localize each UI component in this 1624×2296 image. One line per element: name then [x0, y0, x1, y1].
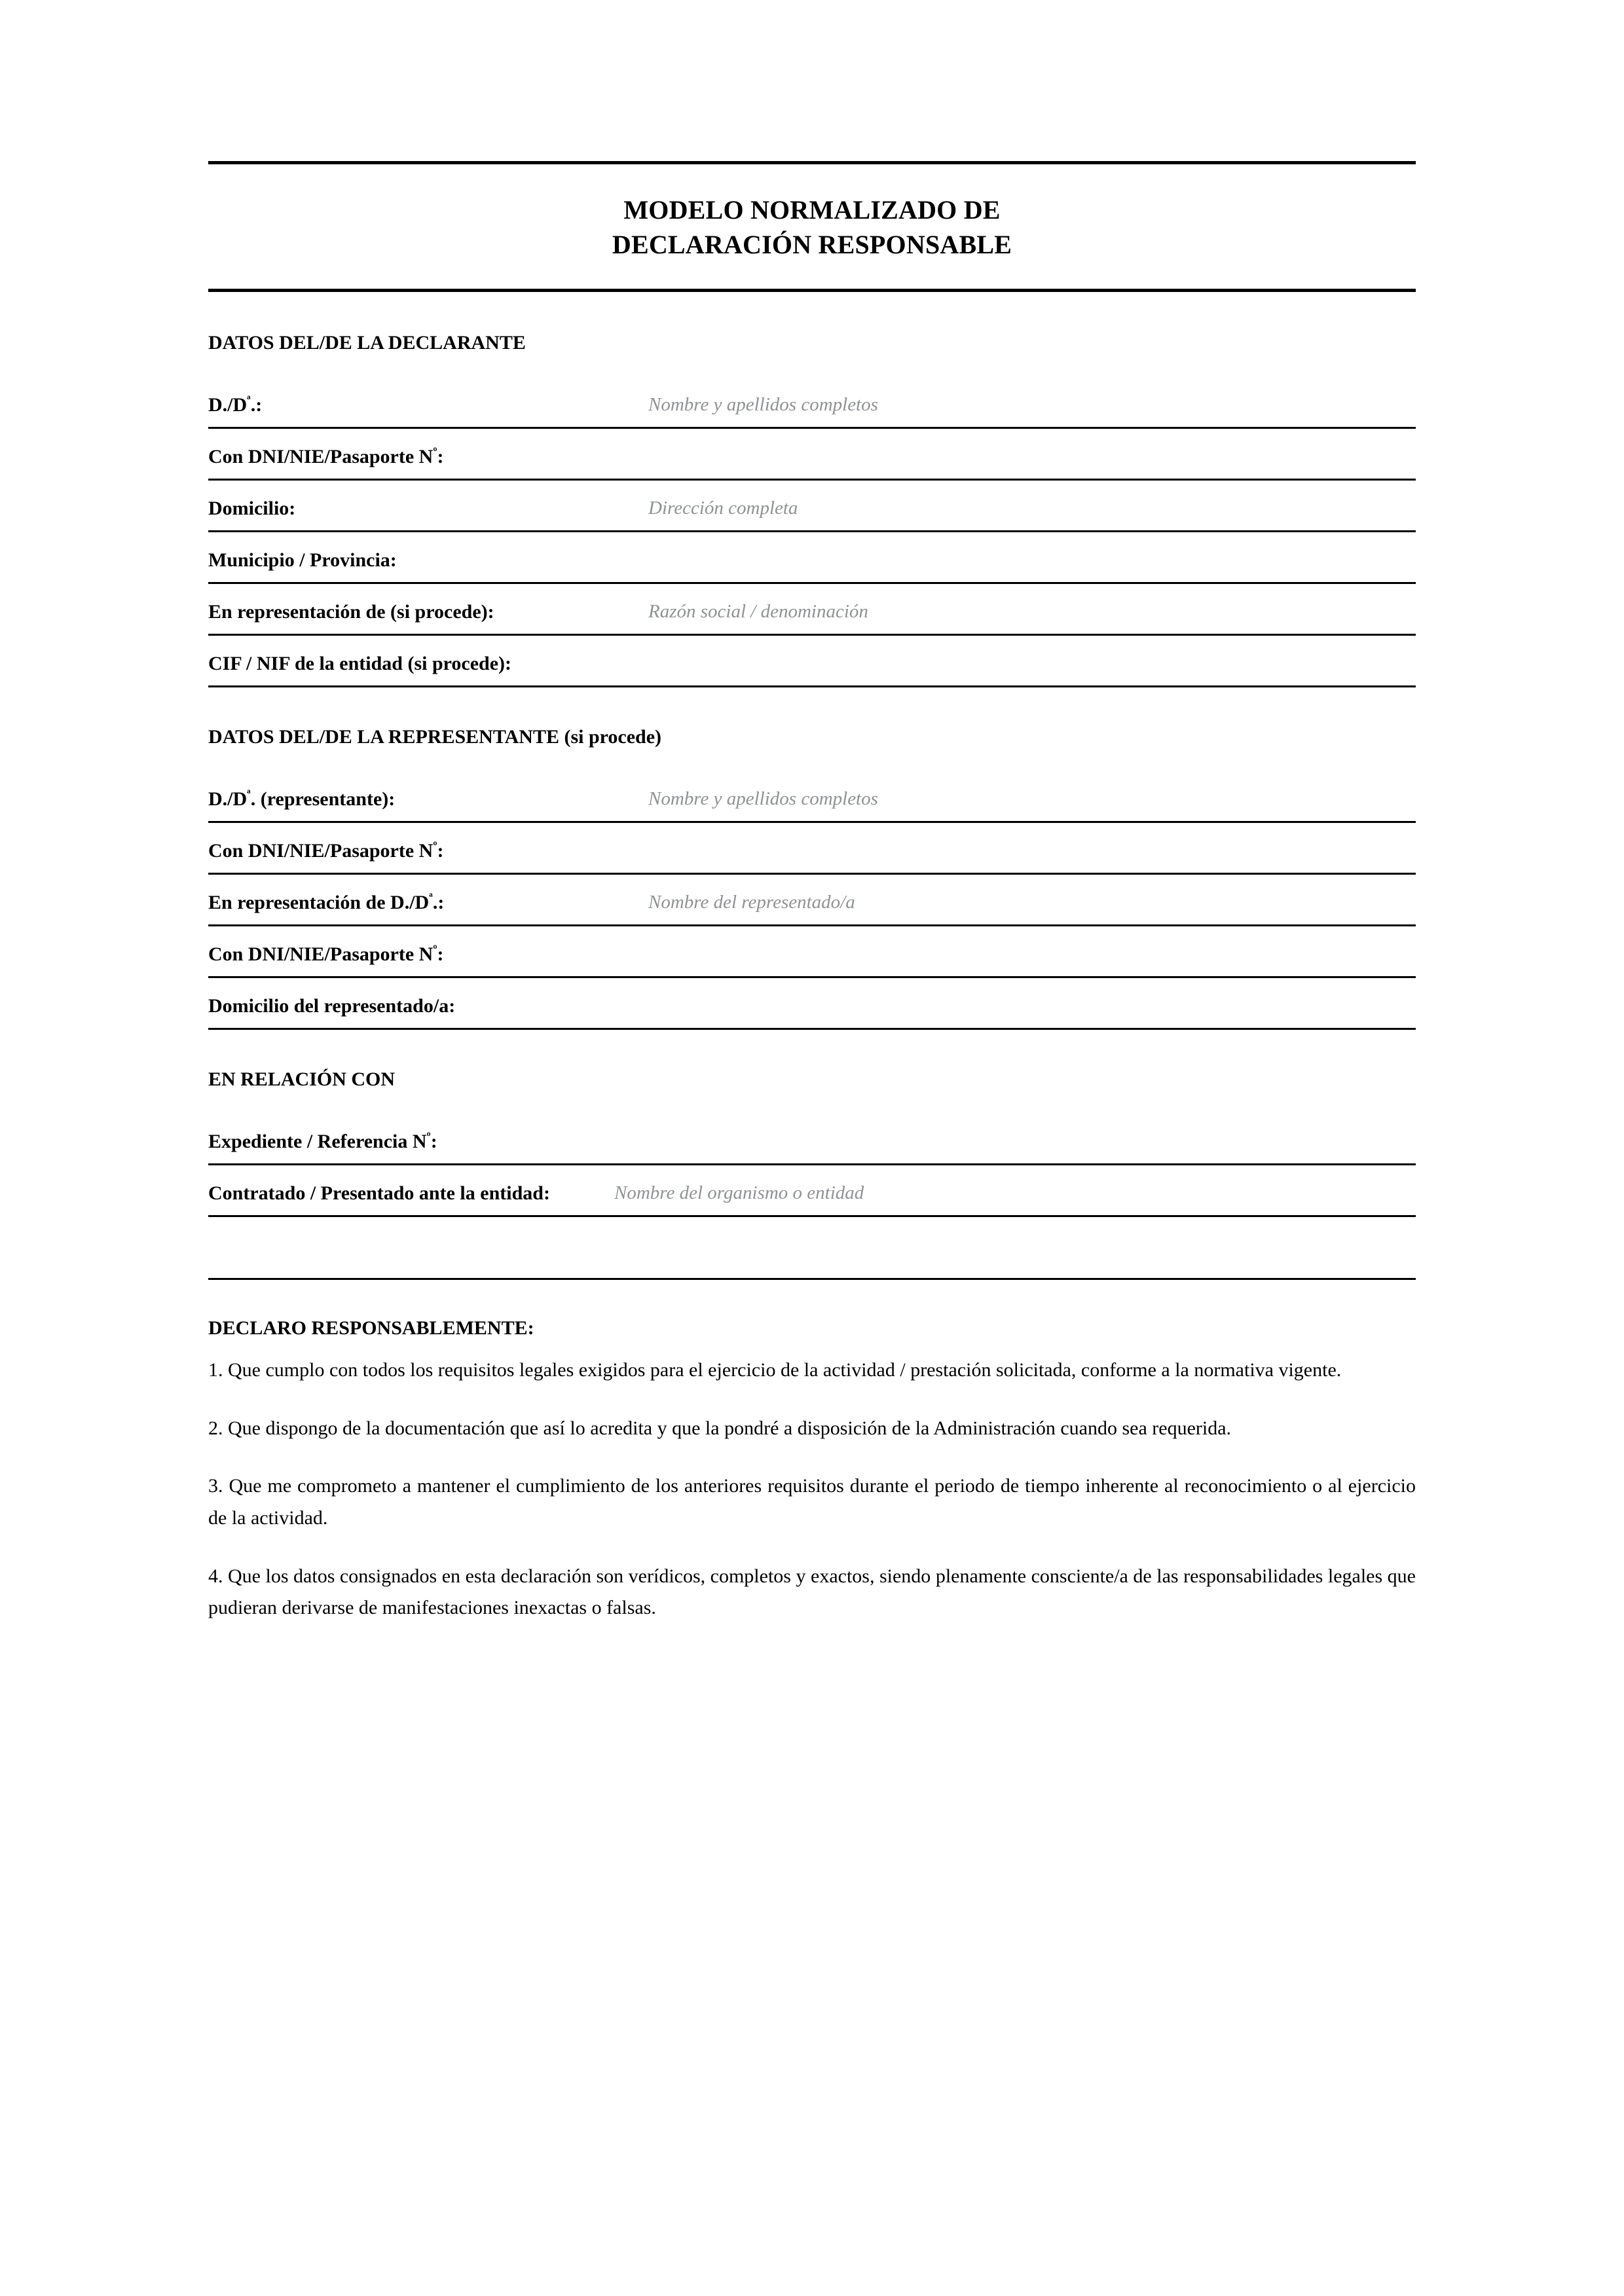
- field-row-expediente[interactable]: [208, 1114, 1416, 1165]
- field-label-declarante-dni: Con DNI/NIE/Pasaporte $N^º$:: [208, 445, 444, 467]
- field-label-declarante-nombre: $D./D^ª$.:: [208, 393, 263, 416]
- field-row-declarante-nombre[interactable]: [208, 377, 1416, 429]
- field-row-contratado-entidad[interactable]: [208, 1165, 1416, 1218]
- document-title: [208, 164, 1416, 289]
- field-row-declarante-dni[interactable]: [208, 429, 1416, 481]
- field-placeholder-declarante-cif: [614, 676, 1416, 678]
- superscript-ordinal-o: º: [433, 839, 437, 853]
- field-placeholder-representante-nombre: Nombre y apellidos completos: [648, 788, 878, 809]
- section-heading-declarante: DATOS DEL/DE LA DECLARANTE: [208, 331, 526, 354]
- field-row-representado-dni[interactable]: [208, 926, 1416, 978]
- declaration-item-1: 1. Que cumplo con todos los requisitos legales exigidos para el ejercicio de la actividad / prestación solicitada, conforme a la normativa vigente.: [208, 1359, 1342, 1381]
- field-placeholder-declarante-nombre: Nombre y apellidos completos: [648, 393, 878, 415]
- field-label-declarante-domicilio: Domicilio:: [208, 497, 296, 519]
- document-content-column: [208, 0, 1416, 1644]
- field-row-declarante-domicilio[interactable]: [208, 481, 1416, 532]
- field-row-representado-domicilio[interactable]: [208, 978, 1416, 1030]
- superscript-ordinal-o: º: [433, 445, 437, 459]
- field-placeholder-declarante-representacion: Razón social / denominación: [648, 600, 868, 622]
- title-bottom-rule: [208, 289, 1416, 292]
- page-title-line-2: DECLARACIÓN RESPONSABLE: [612, 229, 1012, 259]
- section-heading-representante: DATOS DEL/DE LA REPRESENTANTE (si procede): [208, 725, 662, 748]
- field-placeholder-contratado-entidad: Nombre del organismo o entidad: [614, 1182, 864, 1203]
- field-row-representante-dni[interactable]: [208, 823, 1416, 875]
- field-row-declarante-representacion[interactable]: [208, 584, 1416, 636]
- field-label-declarante-representacion: En representación de (si procede):: [208, 600, 494, 623]
- field-placeholder-declarante-domicilio: Dirección completa: [648, 497, 798, 519]
- section-heading-declaro: DECLARO RESPONSABLEMENTE:: [208, 1317, 534, 1339]
- field-label-representado-domicilio: Domicilio del representado/a:: [208, 994, 456, 1017]
- page-title-line-1: MODELO NORMALIZADO DE: [623, 195, 1001, 225]
- field-label-representante-dni: Con DNI/NIE/Pasaporte $N^º$:: [208, 839, 444, 862]
- superscript-ordinal-a: ª: [247, 787, 251, 801]
- superscript-ordinal-o: º: [433, 942, 437, 957]
- field-row-declarante-cif[interactable]: [208, 636, 1416, 687]
- field-label-declarante-cif: CIF / NIF de la entidad (si procede):: [208, 652, 512, 674]
- field-row-declarante-municipio[interactable]: [208, 532, 1416, 584]
- superscript-ordinal-a: ª: [429, 890, 433, 905]
- field-placeholder-representante-en-representacion: Nombre del representado/a: [648, 891, 855, 913]
- field-label-expediente: Expediente / Referencia $N^º$:: [208, 1129, 437, 1152]
- field-row-representante-en-representacion[interactable]: [208, 875, 1416, 926]
- field-label-declarante-municipio: Municipio / Provincia:: [208, 549, 397, 571]
- superscript-ordinal-a: ª: [247, 393, 251, 407]
- section-heading-relacion: EN RELACIÓN CON: [208, 1068, 396, 1090]
- declaration-item-2: 2. Que dispongo de la documentación que así lo acredita y que la pondré a disposición de la Administración cuando sea requerida.: [208, 1417, 1232, 1439]
- field-row-representante-nombre[interactable]: [208, 771, 1416, 823]
- superscript-ordinal-o: º: [426, 1129, 431, 1144]
- field-label-representante-nombre: $D./D^ª$. (representante):: [208, 787, 396, 810]
- declaration-item-3: 3. Que me comprometo a mantener el cumplimiento de los anteriores requisitos durante el periodo de tiempo inherente al reconocimiento o al ejercicio de la actividad.: [208, 1475, 1416, 1529]
- field-row-blank-extra[interactable]: [208, 1217, 1416, 1280]
- declaration-item-4: 4. Que los datos consignados en esta declaración son verídicos, completos y exactos, siendo plenamente consciente/a de las responsabilidades legales que pudieran derivarse de manifestaciones inexactas o falsas.: [208, 1565, 1416, 1619]
- field-label-representado-dni: Con DNI/NIE/Pasaporte $N^º$:: [208, 942, 444, 965]
- field-label-representante-en-representacion: En representación de $D./D^ª$.:: [208, 890, 445, 913]
- declaration-list: [208, 1355, 1416, 1624]
- title-block: [208, 161, 1416, 292]
- field-label-contratado-entidad: Contratado / Presentado ante la entidad:: [208, 1182, 550, 1204]
